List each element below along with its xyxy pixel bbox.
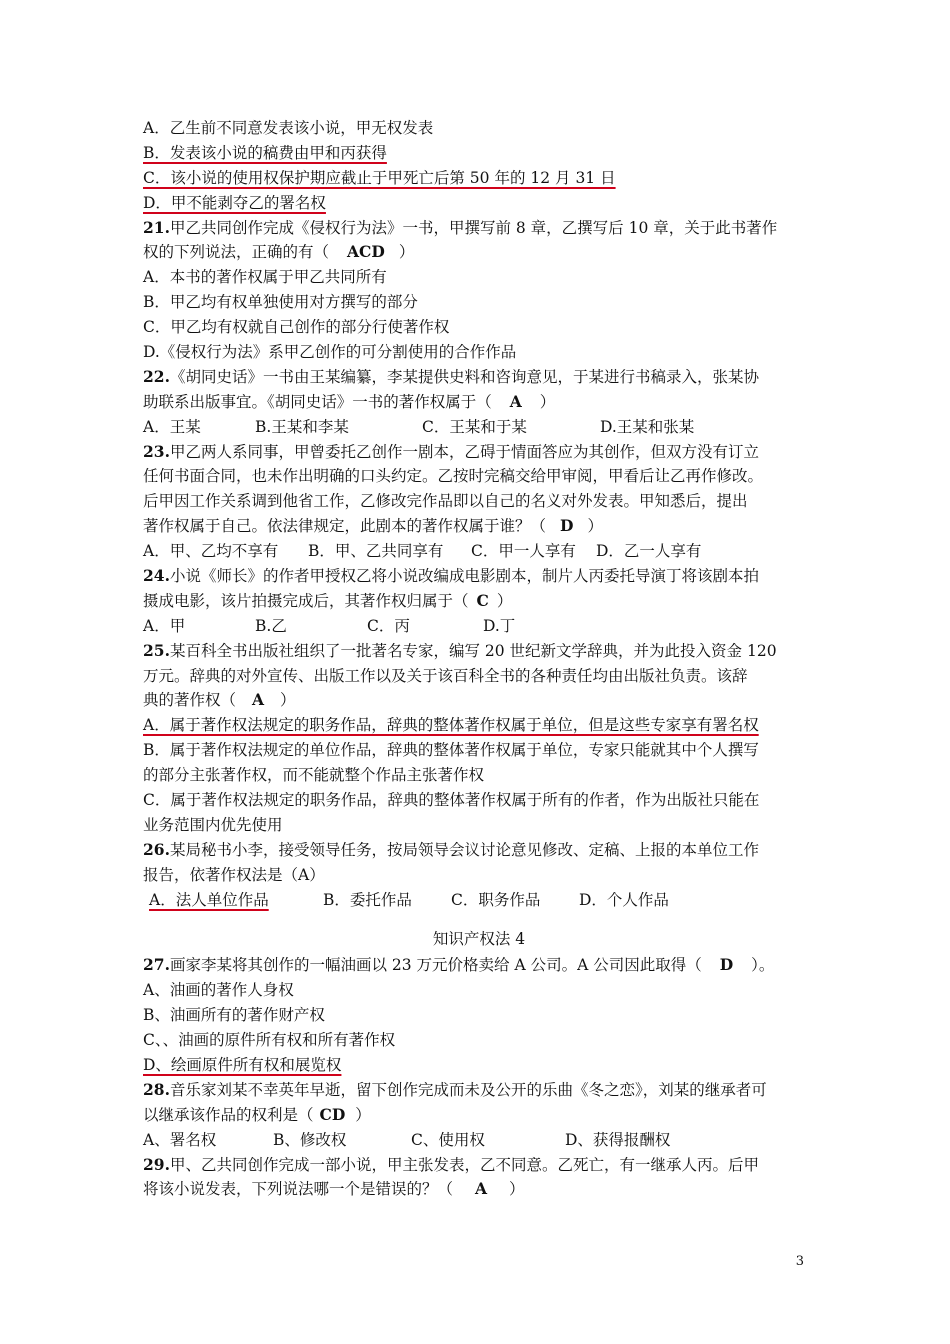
q25-option-c-line-1: C．属于著作权法规定的职务作品，辞典的整体著作权属于所有的作者，作为出版社只能在 <box>143 791 760 810</box>
paren: ） <box>280 691 296 710</box>
answer: D <box>560 516 574 536</box>
question-21-line-2 <box>143 240 815 265</box>
q27-option-c: C、、油画的原件所有权和所有著作权 <box>143 1031 396 1050</box>
option-c-text: C．该小说的使用权保护期应截止于甲死亡后第 50 年的 12 月 31 日 <box>143 168 616 187</box>
question-text: 著作权属于自己。依法律规定，此剧本的著作权属于谁？（ <box>143 517 547 536</box>
question-text: 某百科全书出版社组织了一批著名专家，编写 20 世纪新文学辞典，并为此投入资金 120 <box>169 641 777 660</box>
q22-option-d: D.王某和张某 <box>600 417 695 436</box>
q26-option-b: B．委托作品 <box>323 890 412 909</box>
paren: ） <box>539 392 556 411</box>
q21-option-a: A．本书的著作权属于甲乙共同所有 <box>143 268 387 287</box>
page-content <box>143 116 815 1202</box>
q27-option-d-underlined <box>143 1053 815 1078</box>
q28-option-a: A、署名权 <box>143 1130 217 1149</box>
answer: A <box>509 391 522 411</box>
answer: D <box>719 955 734 975</box>
question-text: 画家李某将其创作的一幅油画以 23 万元价格卖给 A 公司。A 公司因此取得（ <box>169 956 702 975</box>
question-25-line-1 <box>143 639 815 664</box>
option-c-underlined <box>143 166 815 191</box>
question-25-line-3 <box>143 688 815 713</box>
q22-options <box>143 415 815 440</box>
question-number: 29. <box>143 1154 170 1174</box>
question-text: 以继承该作品的权利是（ <box>143 1105 314 1124</box>
question-number: 22. <box>143 366 170 386</box>
page-number: 3 <box>795 1254 804 1269</box>
answer: A <box>252 690 265 710</box>
question-22-line-2 <box>143 390 815 415</box>
question-text: 典的著作权（ <box>143 691 237 710</box>
question-22-line-1 <box>143 365 815 390</box>
q24-options <box>143 614 815 639</box>
q23-option-c: C．甲一人享有 <box>471 542 576 561</box>
paren: ）。 <box>751 956 775 975</box>
question-27-line-1 <box>143 953 815 978</box>
question-23-line-1 <box>143 440 815 465</box>
question-23-line-4 <box>143 514 815 539</box>
answer: CD <box>319 1104 346 1124</box>
paren: ） <box>509 1180 525 1199</box>
q21-option-d: D.《侵权行为法》系甲乙创作的可分割使用的合作作品 <box>143 343 517 362</box>
q24-option-c: C．丙 <box>367 616 410 635</box>
question-26-line-2: 报告，依著作权法是（A） <box>143 865 325 884</box>
q25-option-c-line-2: 业务范围内优先使用 <box>143 815 283 834</box>
q21-option-c: C．甲乙均有权就自己创作的部分行使著作权 <box>143 318 450 337</box>
question-number: 26. <box>143 839 170 859</box>
q21-option-b: B．甲乙均有权单独使用对方撰写的部分 <box>143 293 418 312</box>
option-b-underlined <box>143 141 815 166</box>
q28-option-c: C、使用权 <box>411 1130 485 1149</box>
question-text: 音乐家刘某不幸英年早逝，留下创作完成而未及公开的乐曲《冬之恋》，刘某的继承者可 <box>169 1080 767 1099</box>
question-24-line-2 <box>143 589 815 614</box>
q23-option-d: D．乙一人享有 <box>596 542 702 561</box>
question-26-line-1 <box>143 838 815 863</box>
question-number: 24. <box>143 566 170 586</box>
q27-option-a: A、油画的著作人身权 <box>143 981 294 1000</box>
q25-option-b-line-2: 的部分主张著作权，而不能就整个作品主张著作权 <box>143 766 485 785</box>
question-text: 甲、乙共同创作完成一部小说，甲主张发表，乙不同意。乙死亡，有一继承人丙。后甲 <box>169 1155 759 1174</box>
question-29-line-2 <box>143 1177 815 1202</box>
question-number: 27. <box>143 955 170 975</box>
question-28-line-2 <box>143 1103 815 1128</box>
question-text: 权的下列说法，正确的有（ <box>143 243 330 262</box>
answer: C <box>476 590 489 610</box>
q25-option-a-underlined <box>143 713 815 738</box>
q25-option-b-line-1: B．属于著作权法规定的单位作品，辞典的整体著作权属于单位，专家只能就其中个人撰写 <box>143 741 759 760</box>
question-text: 摄成电影，该片拍摄完成后，其著作权归属于（ <box>143 591 469 610</box>
option-b-text: B．发表该小说的稿费由甲和丙获得 <box>143 143 387 162</box>
question-text: 甲乙共同创作完成《侵权行为法》一书，甲撰写前 8 章，乙撰写后 10 章，关于此书著作 <box>169 218 778 237</box>
q23-option-a: A．甲、乙均不享有 <box>143 542 279 561</box>
q24-option-b: B.乙 <box>255 616 287 635</box>
question-text: 助联系出版事宜。《胡同史话》一书的著作权属于（ <box>143 392 492 411</box>
q26-options <box>143 888 815 913</box>
answer: A <box>475 1179 488 1199</box>
q28-option-b: B、修改权 <box>273 1130 347 1149</box>
option-a: A．乙生前不同意发表该小说，甲无权发表 <box>143 119 434 137</box>
question-29-line-1 <box>143 1153 815 1178</box>
paren: ） <box>496 591 513 610</box>
option-d-text: D．甲不能剥夺乙的署名权 <box>143 193 326 212</box>
q24-option-a: A．甲 <box>143 616 186 635</box>
question-number: 23. <box>143 441 170 461</box>
paren: ） <box>398 243 415 262</box>
q28-options <box>143 1128 815 1153</box>
q27-option-d: D、绘画原件所有权和展览权 <box>143 1055 342 1074</box>
q26-option-d: D．个人作品 <box>579 890 669 909</box>
option-d-underlined <box>143 191 815 216</box>
question-28-line-1 <box>143 1078 815 1103</box>
question-text: 《胡同史话》一书由王某编纂，李某提供史料和咨询意见，于某进行书稿录入，张某协 <box>169 367 759 386</box>
q24-option-d: D.丁 <box>483 616 516 635</box>
question-text: 某局秘书小李，接受领导任务，按局领导会议讨论意见修改、定稿、上报的本单位工作 <box>169 840 759 859</box>
question-text: 甲乙两人系同事，甲曾委托乙创作一剧本，乙碍于情面答应为其创作，但双方没有订立 <box>169 442 759 461</box>
question-23-line-3: 后甲因工作关系调到他省工作，乙修改完作品即以自己的名义对外发表。甲知悉后，提出 <box>143 492 748 511</box>
question-text: 小说《师长》的作者甲授权乙将小说改编成电影剧本，制片人丙委托导演丁将该剧本拍 <box>169 567 759 586</box>
q26-option-c: C．职务作品 <box>451 890 541 909</box>
question-number: 21. <box>143 217 170 237</box>
paren: ） <box>355 1105 371 1124</box>
q23-option-b: B．甲、乙共同享有 <box>308 542 444 561</box>
question-21-line-1 <box>143 216 815 241</box>
q26-option-a: A．法人单位作品 <box>149 890 269 909</box>
section-heading: 知识产权法 4 <box>432 929 526 948</box>
q28-option-d: D、获得报酬权 <box>565 1130 671 1149</box>
q22-option-a: A．王某 <box>143 417 201 436</box>
question-25-line-2: 万元。辞典的对外宣传、出版工作以及关于该百科全书的各种责任均由出版社负责。该辞 <box>143 666 748 685</box>
q22-option-c: C．王某和于某 <box>422 417 527 436</box>
question-24-line-1 <box>143 564 815 589</box>
question-number: 28. <box>143 1079 170 1099</box>
q22-option-b: B.王某和李某 <box>255 417 349 436</box>
question-text: 将该小说发表，下列说法哪一个是错误的？（ <box>143 1180 454 1199</box>
question-23-line-2: 任何书面合同，也未作出明确的口头约定。乙按时完稿交给甲审阅，甲看后让乙再作修改。 <box>143 467 764 486</box>
q25-option-a: A．属于著作权法规定的职务作品，辞典的整体著作权属于单位，但是这些专家享有署名权 <box>143 716 759 735</box>
paren: ） <box>587 517 603 536</box>
question-number: 25. <box>143 640 170 660</box>
q27-option-b: B、油画所有的著作财产权 <box>143 1006 325 1025</box>
q23-options <box>143 539 815 564</box>
answer: ACD <box>347 242 385 262</box>
